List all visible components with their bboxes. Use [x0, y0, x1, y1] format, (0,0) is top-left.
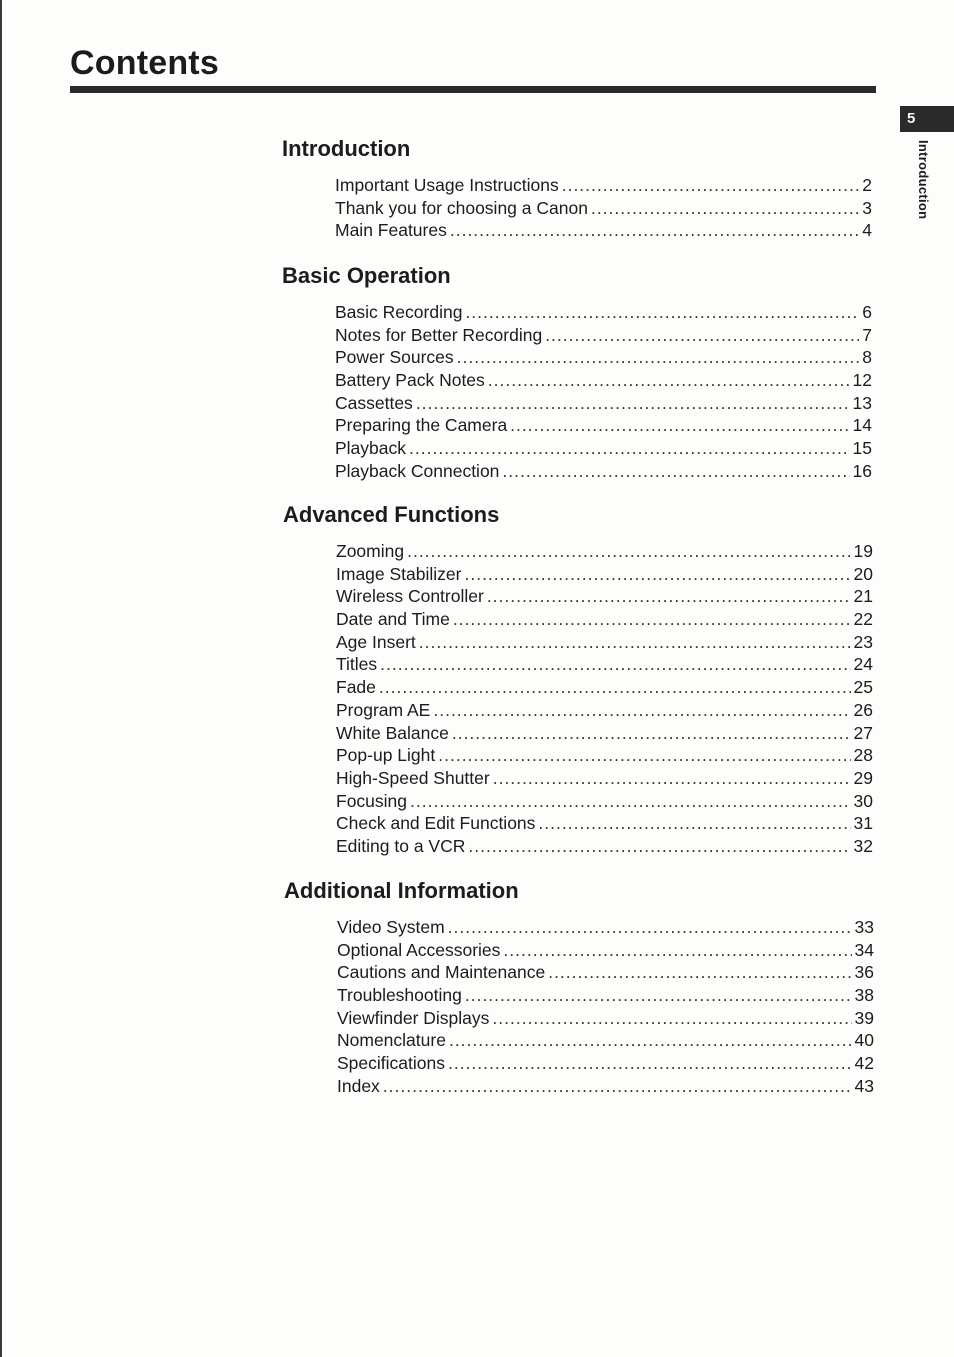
toc-entry [336, 631, 873, 654]
dot-leader [492, 1007, 851, 1030]
toc-entry [336, 744, 873, 767]
toc-entry [335, 392, 872, 415]
toc-entry-page: 40 [854, 1030, 874, 1051]
toc-entry-page: 42 [854, 1053, 874, 1074]
toc-entry-label: Cassettes [335, 392, 413, 413]
toc-entry [336, 585, 873, 608]
toc-entry-label: Cautions and Maintenance [337, 962, 546, 983]
toc-entry-label: Image Stabilizer [336, 563, 462, 584]
toc-entry-label: Notes for Better Recording [335, 324, 543, 345]
dot-leader [503, 939, 851, 962]
dot-leader [465, 301, 859, 324]
dot-leader [452, 722, 851, 745]
toc-entry-page: 22 [853, 609, 873, 630]
toc-entry [336, 676, 873, 699]
toc-list [336, 540, 873, 858]
toc-entry-label: Battery Pack Notes [335, 370, 485, 391]
dot-leader [409, 437, 850, 460]
toc-entry [335, 197, 872, 220]
toc-entry-page: 14 [852, 415, 872, 436]
toc-entry-label: Nomenclature [337, 1030, 446, 1051]
dot-leader [487, 585, 851, 608]
toc-entry-page: 15 [852, 438, 872, 459]
dot-leader [562, 174, 859, 197]
toc-entry-page: 16 [852, 460, 872, 481]
toc-entry-page: 33 [854, 917, 874, 937]
toc-entry-page: 2 [862, 175, 872, 195]
toc-entry-label: Check and Edit Functions [336, 813, 536, 834]
toc-entry-page: 32 [853, 835, 873, 856]
toc-entry-label: Fade [336, 677, 376, 698]
toc-list [337, 916, 874, 1098]
dot-leader [416, 392, 850, 415]
toc-entry [335, 460, 872, 483]
toc-entry-label: High-Speed Shutter [336, 767, 490, 788]
toc-entry [335, 346, 872, 369]
toc-entry [336, 790, 873, 813]
toc-entry-page: 36 [854, 962, 874, 983]
toc-entry-label: Specifications [337, 1053, 445, 1074]
dot-leader [448, 1052, 852, 1075]
toc-entry-page: 38 [854, 985, 874, 1006]
toc-entry [337, 1052, 874, 1075]
toc-entry-page: 23 [853, 631, 873, 652]
toc-entry [336, 540, 873, 563]
dot-leader [380, 653, 850, 676]
toc-entry-page: 24 [853, 654, 873, 675]
toc-entry-page: 19 [853, 541, 873, 561]
section-heading: Advanced Functions [283, 502, 500, 527]
toc-entry-page: 3 [862, 197, 872, 218]
dot-leader [591, 197, 859, 220]
toc-entry-page: 43 [854, 1075, 874, 1096]
dot-leader [448, 916, 852, 939]
dot-leader [438, 744, 850, 767]
toc-entry [337, 961, 874, 984]
toc-entry [336, 812, 873, 835]
section-heading: Introduction [282, 136, 411, 161]
toc-entry-label: Index [337, 1075, 380, 1096]
toc-entry [337, 939, 874, 962]
toc-entry [335, 301, 872, 324]
toc-entry [335, 324, 872, 347]
dot-leader [538, 812, 850, 835]
dot-leader [419, 631, 851, 654]
toc-entry-label: Video System [337, 917, 445, 937]
dot-leader [510, 414, 849, 437]
dot-leader [493, 767, 851, 790]
toc-entry [335, 219, 872, 242]
dot-leader [379, 676, 851, 699]
toc-entry-label: Preparing the Camera [335, 415, 508, 436]
toc-entry [335, 174, 872, 197]
toc-entry-label: Playback [335, 438, 407, 459]
toc-entry-page: 25 [853, 677, 873, 698]
section-side-label: Introduction [916, 140, 931, 220]
toc-entry-label: Pop-up Light [336, 745, 436, 766]
toc-entry [336, 563, 873, 586]
title-rule [70, 86, 876, 93]
toc-entry [335, 414, 872, 437]
toc-entry-label: Viewfinder Displays [337, 1007, 490, 1028]
toc-entry [336, 835, 873, 858]
toc-entry [336, 722, 873, 745]
toc-entry [336, 608, 873, 631]
toc-entry-label: Date and Time [336, 609, 450, 630]
dot-leader [502, 460, 849, 483]
toc-entry-page: 34 [854, 939, 874, 960]
section-additional-information [284, 876, 874, 1098]
page-number: 5 [907, 110, 916, 127]
section-heading: Additional Information [284, 878, 519, 903]
toc-entry-label: Editing to a VCR [336, 835, 466, 856]
page-number-tab [900, 106, 954, 132]
toc-entry-label: White Balance [336, 722, 449, 743]
dot-leader [453, 608, 851, 631]
toc-entry-label: Age Insert [336, 631, 416, 652]
toc-entry-label: Basic Recording [335, 302, 463, 322]
toc-entry [337, 1007, 874, 1030]
dot-leader [488, 369, 850, 392]
toc-entry [336, 767, 873, 790]
toc-entry-label: Titles [336, 654, 378, 675]
page-edge [0, 0, 2, 1357]
dot-leader [449, 1029, 852, 1052]
dot-leader [407, 540, 850, 563]
toc-entry-label: Wireless Controller [336, 586, 484, 607]
toc-entry-label: Power Sources [335, 347, 454, 368]
dot-leader [464, 563, 850, 586]
toc-entry-page: 30 [853, 790, 873, 811]
dot-leader [383, 1075, 852, 1098]
toc-entry-label: Focusing [336, 790, 408, 811]
toc-entry [335, 437, 872, 460]
toc-list [335, 174, 872, 242]
toc-entry-page: 20 [853, 563, 873, 584]
toc-entry-page: 6 [862, 302, 872, 322]
toc-entry [337, 984, 874, 1007]
toc-entry-label: Main Features [335, 220, 447, 241]
section-heading: Basic Operation [282, 263, 451, 288]
toc-entry-page: 31 [853, 813, 873, 834]
section-introduction [282, 134, 872, 242]
section-advanced-functions [283, 500, 873, 858]
toc-entry-label: Important Usage Instructions [335, 175, 559, 195]
toc-entry-label: Optional Accessories [337, 939, 501, 960]
dot-leader [465, 984, 852, 1007]
dot-leader [433, 699, 850, 722]
dot-leader [450, 219, 859, 242]
toc-entry [337, 1029, 874, 1052]
section-basic-operation [282, 261, 872, 483]
dot-leader [468, 835, 850, 858]
toc-entry-page: 26 [853, 699, 873, 720]
toc-list [335, 301, 872, 483]
toc-entry-page: 27 [853, 722, 873, 743]
toc-entry-page: 39 [854, 1007, 874, 1028]
toc-entry-page: 4 [862, 220, 872, 241]
page-title: Contents [70, 44, 219, 82]
dot-leader [457, 346, 859, 369]
toc-entry-page: 29 [853, 767, 873, 788]
toc-entry-page: 13 [852, 392, 872, 413]
toc-entry-label: Playback Connection [335, 460, 500, 481]
toc-entry-label: Thank you for choosing a Canon [335, 197, 588, 218]
toc-entry [335, 369, 872, 392]
toc-entry-page: 12 [852, 370, 872, 391]
toc-entry [336, 653, 873, 676]
toc-entry-page: 28 [853, 745, 873, 766]
dot-leader [410, 790, 851, 813]
toc-entry-page: 21 [853, 586, 873, 607]
toc-entry-page: 7 [862, 324, 872, 345]
toc-entry [336, 699, 873, 722]
dot-leader [545, 324, 859, 347]
toc-entry-label: Troubleshooting [337, 985, 462, 1006]
toc-entry [337, 916, 874, 939]
toc-entry-label: Program AE [336, 699, 431, 720]
toc-entry-label: Zooming [336, 541, 405, 561]
toc-entry [337, 1075, 874, 1098]
toc-entry-page: 8 [862, 347, 872, 368]
dot-leader [548, 961, 851, 984]
